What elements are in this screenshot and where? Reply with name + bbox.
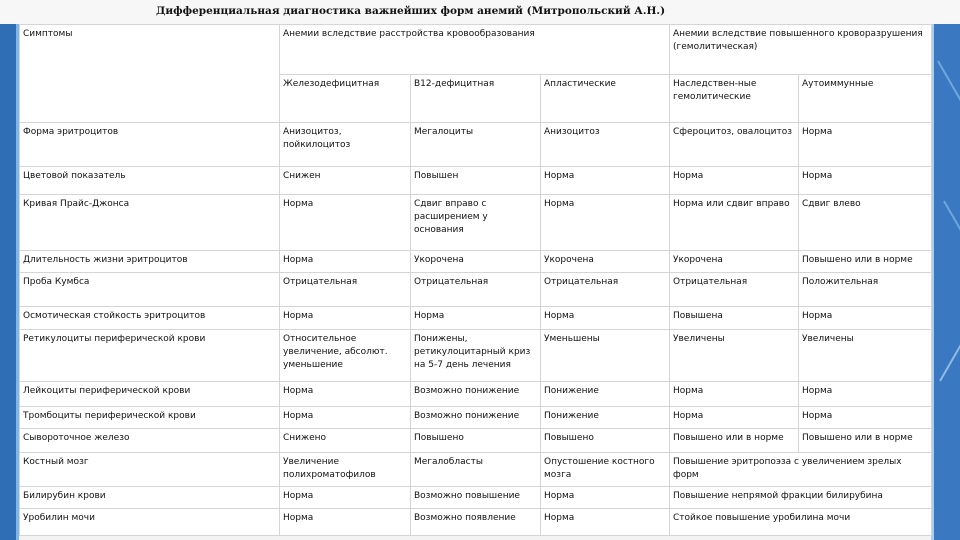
table-cell: Укорочена bbox=[541, 251, 670, 273]
row-symptom: Цветовой показатель bbox=[20, 167, 280, 195]
table-cell: Повышено или в норме bbox=[670, 428, 799, 452]
table-row bbox=[20, 407, 932, 429]
table-cell: Норма bbox=[280, 307, 411, 330]
row-symptom: Уробилин мочи bbox=[20, 508, 280, 535]
table-cell: Норма bbox=[280, 251, 411, 273]
table-cell: Анизоцитоз, пойкилоцитоз bbox=[280, 122, 411, 167]
table-cell: Увеличены bbox=[799, 330, 932, 382]
table-cell: Норма bbox=[541, 307, 670, 330]
table-cell: Увеличены bbox=[670, 330, 799, 382]
table-cell: Понижение bbox=[541, 382, 670, 407]
table-cell: Сдвиг влево bbox=[799, 195, 932, 251]
table-cell: Укорочена bbox=[670, 251, 799, 273]
table-cell: Повышено bbox=[541, 428, 670, 452]
table-cell: Снижен bbox=[280, 167, 411, 195]
subheader-iron-deficiency: Железодефицитная bbox=[280, 74, 411, 122]
row-symptom: Проба Кумбса bbox=[20, 273, 280, 307]
table-cell: Норма bbox=[280, 382, 411, 407]
table-cell: Сфероцитоз, овалоцитоз bbox=[670, 122, 799, 167]
anemia-table bbox=[19, 24, 932, 536]
table-cell: Норма bbox=[280, 407, 411, 429]
table-cell: Норма bbox=[541, 167, 670, 195]
table-cell: Сдвиг вправо с расширением у основания bbox=[411, 195, 541, 251]
table-cell-merged: Повышение непрямой фракции билирубина bbox=[670, 487, 932, 509]
table-row bbox=[20, 508, 932, 535]
row-symptom: Осмотическая стойкость эритроцитов bbox=[20, 307, 280, 330]
table-cell: Возможно повышение bbox=[411, 487, 541, 509]
row-symptom: Ретикулоциты периферической крови bbox=[20, 330, 280, 382]
table-cell: Норма bbox=[541, 487, 670, 509]
group-header-row bbox=[20, 25, 932, 75]
table-cell: Норма bbox=[799, 167, 932, 195]
subheader-b12-deficiency: В12-дефицитная bbox=[411, 74, 541, 122]
table-cell: Повышено или в норме bbox=[799, 251, 932, 273]
group-header-hemolytic: Анемии вследствие повышенного кроворазрушения (гемолитическая) bbox=[670, 25, 932, 75]
table-cell: Повышено или в норме bbox=[799, 428, 932, 452]
symptoms-header: Симптомы bbox=[20, 25, 280, 123]
table-cell: Возможно появление bbox=[411, 508, 541, 535]
table-row bbox=[20, 167, 932, 195]
table-row bbox=[20, 307, 932, 330]
table-cell: Повышено bbox=[411, 428, 541, 452]
table-cell: Норма bbox=[541, 508, 670, 535]
group-header-production: Анемии вследствие расстройства кровообразования bbox=[280, 25, 670, 75]
table-cell: Отрицательная bbox=[411, 273, 541, 307]
table-cell: Мегалобласты bbox=[411, 452, 541, 486]
table-cell: Норма bbox=[280, 195, 411, 251]
table-row bbox=[20, 330, 932, 382]
table-cell: Отрицательная bbox=[670, 273, 799, 307]
row-symptom: Костный мозг bbox=[20, 452, 280, 486]
table-row bbox=[20, 452, 932, 486]
table-cell-merged: Стойкое повышение уробилина мочи bbox=[670, 508, 932, 535]
row-symptom: Кривая Прайс-Джонса bbox=[20, 195, 280, 251]
table-cell: Укорочена bbox=[411, 251, 541, 273]
table-cell: Норма bbox=[799, 122, 932, 167]
table-cell: Норма bbox=[670, 167, 799, 195]
table-cell: Норма bbox=[799, 307, 932, 330]
table-row bbox=[20, 251, 932, 273]
page-title: Дифференциальная диагностика важнейших форм анемий (Митропольский А.Н.) bbox=[156, 5, 666, 17]
table-cell: Повышена bbox=[670, 307, 799, 330]
table-cell: Норма bbox=[280, 508, 411, 535]
table-cell: Понижены, ретикулоцитарный криз на 5-7 день лечения bbox=[411, 330, 541, 382]
table-cell: Норма или сдвиг вправо bbox=[670, 195, 799, 251]
table-cell: Увеличение полихроматофилов bbox=[280, 452, 411, 486]
table-row bbox=[20, 122, 932, 167]
table-cell: Норма bbox=[280, 487, 411, 509]
table-cell: Возможно понижение bbox=[411, 382, 541, 407]
row-symptom: Длительность жизни эритроцитов bbox=[20, 251, 280, 273]
subheader-aplastic: Апластические bbox=[541, 74, 670, 122]
row-symptom: Тромбоциты периферической крови bbox=[20, 407, 280, 429]
table-row bbox=[20, 487, 932, 509]
table-cell: Отрицательная bbox=[280, 273, 411, 307]
table-row bbox=[20, 382, 932, 407]
table-cell: Понижение bbox=[541, 407, 670, 429]
left-decor-bar bbox=[0, 24, 16, 540]
table-row bbox=[20, 273, 932, 307]
table-cell: Снижено bbox=[280, 428, 411, 452]
right-decor-bar bbox=[934, 24, 960, 540]
table-cell: Отрицательная bbox=[541, 273, 670, 307]
table-cell: Норма bbox=[670, 407, 799, 429]
table-cell: Относительное увеличение, абсолют. уменьшение bbox=[280, 330, 411, 382]
table-cell: Повышен bbox=[411, 167, 541, 195]
table-cell-merged: Повышение эритропоэза с увеличением зрелых форм bbox=[670, 452, 932, 486]
table-cell: Мегалоциты bbox=[411, 122, 541, 167]
table-cell: Норма bbox=[799, 382, 932, 407]
table-cell: Норма bbox=[411, 307, 541, 330]
row-symptom: Форма эритроцитов bbox=[20, 122, 280, 167]
table-cell: Норма bbox=[799, 407, 932, 429]
table-cell: Норма bbox=[541, 195, 670, 251]
table-cell: Анизоцитоз bbox=[541, 122, 670, 167]
row-symptom: Лейкоциты периферической крови bbox=[20, 382, 280, 407]
row-symptom: Билирубин крови bbox=[20, 487, 280, 509]
table-cell: Возможно понижение bbox=[411, 407, 541, 429]
table-cell: Уменьшены bbox=[541, 330, 670, 382]
subheader-autoimmune: Аутоиммунные bbox=[799, 74, 932, 122]
table-cell: Норма bbox=[670, 382, 799, 407]
table-cell: Опустошение костного мозга bbox=[541, 452, 670, 486]
row-symptom: Сывороточное железо bbox=[20, 428, 280, 452]
table-row bbox=[20, 428, 932, 452]
table-cell: Положительная bbox=[799, 273, 932, 307]
subheader-hereditary-hemolytic: Наследствен-ные гемолитические bbox=[670, 74, 799, 122]
table-row bbox=[20, 195, 932, 251]
